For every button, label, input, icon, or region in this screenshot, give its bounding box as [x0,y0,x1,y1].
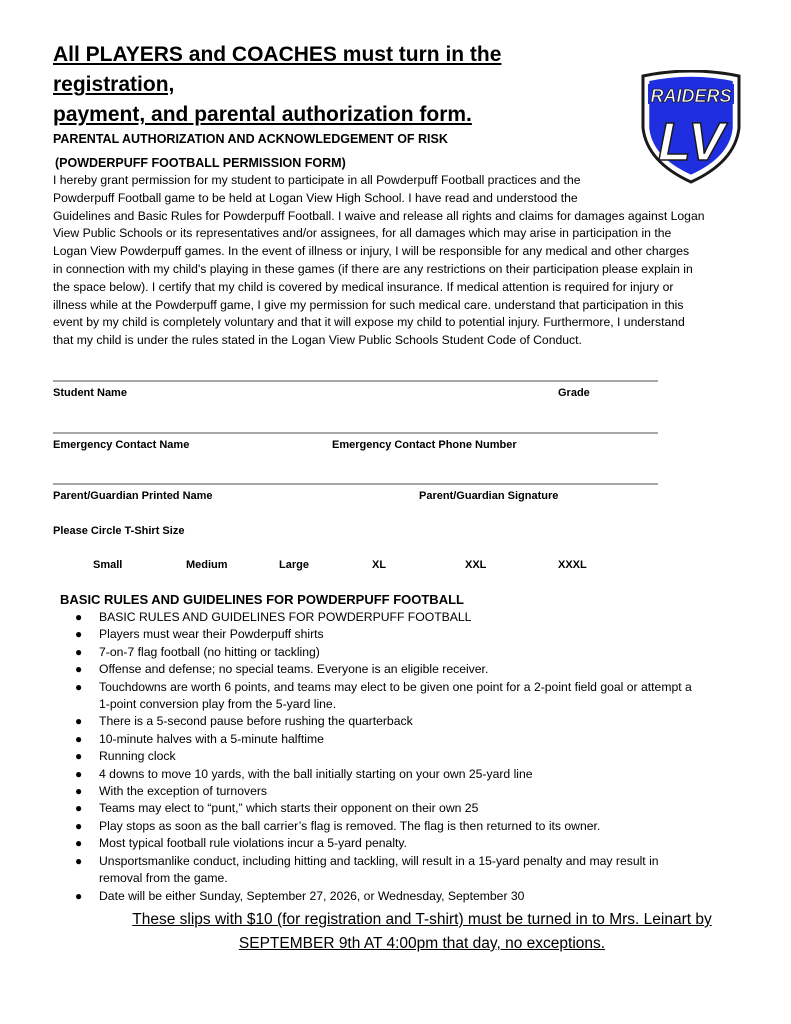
bullet-icon: ● [75,888,83,903]
size-option-large[interactable]: Large [279,559,309,571]
bullet-icon: ● [75,610,83,624]
rule-item-text: Unsportsmanlike conduct, including hitting and tackling, will result in a 15-yard penalty and may result in [99,853,659,868]
rule-item [73,800,753,817]
bullet-icon: ● [75,801,83,816]
title-line-1: All PLAYERS and COACHES must turn in the registration, [53,43,502,96]
rules-list [73,609,753,905]
rule-item-text: Play stops as soon as the ball carrier’s flag is removed. The flag is then returned to its owner. [99,818,601,833]
authorization-body-line: Logan View Powderpuff games. In the event of illness or injury, I will be responsible for any medical and other charges [53,244,690,259]
rule-item-text: There is a 5-second pause before rushing the quarterback [99,714,413,729]
size-option-xxl[interactable]: XXL [465,559,487,571]
rule-item [73,766,753,783]
rule-item-text: BASIC RULES AND GUIDELINES FOR POWDERPUFF FOOTBALL [99,610,472,624]
parent-line[interactable] [53,483,658,485]
title-line-2: payment, and parental authorization form. [53,103,472,126]
authorization-subheading: (POWDERPUFF FOOTBALL PERMISSION FORM) [55,156,346,170]
authorization-body-line: that my child is under the rules stated in the Logan View Public Schools Student Code of Conduct. [53,333,582,348]
bullet-icon: ● [75,662,83,677]
emergency-contact-phone-label: Emergency Contact Phone Number [332,439,517,451]
authorization-body-line: event by my child is completely voluntary and that it will expose my child to potential injury. Furthermore, I understand [53,315,685,330]
rule-item [73,818,753,835]
raiders-lv-logo [635,70,747,185]
rule-item-text: Offense and defense; no special teams. Everyone is an eligible receiver. [99,662,489,677]
rules-title: BASIC RULES AND GUIDELINES FOR POWDERPUFF FOOTBALL [60,592,464,607]
rule-item [73,644,753,661]
rule-item-text: Players must wear their Powderpuff shirts [99,627,324,642]
deadline-line-2: SEPTEMBER 9th AT 4:00pm that day, no exceptions. [238,935,606,952]
logo-lv-text: LV [657,112,725,172]
authorization-body-line: the space below). I certify that my child is covered by medical insurance. If medical attention is required for injury or [53,279,674,294]
bullet-icon: ● [75,836,83,851]
student-name-label: Student Name [53,387,127,399]
rule-item [73,835,753,852]
rule-item-text: removal from the game. [99,871,228,886]
authorization-body [53,172,745,350]
rule-item [73,888,753,905]
bullet-icon: ● [75,784,83,799]
grade-label: Grade [558,387,590,399]
bullet-icon: ● [75,679,83,694]
student-line[interactable] [53,380,658,382]
submission-deadline-note [90,908,754,956]
tshirt-size-prompt: Please Circle T-Shirt Size [53,525,185,537]
rule-item-text: Teams may elect to “punt,” which starts their opponent on their own 25 [99,801,479,816]
size-option-small[interactable]: Small [93,559,123,571]
rule-item-text: With the exception of turnovers [99,784,268,799]
rule-item [73,679,753,714]
rule-item [73,731,753,748]
rule-item [73,853,753,888]
deadline-line-1: These slips with $10 (for registration and T-shirt) must be turned in to Mrs. Leinart by [132,911,712,928]
bullet-icon: ● [75,644,83,659]
rule-item-text: 1-point conversion play from the 5-yard line. [99,697,337,712]
authorization-body-line: I hereby grant permission for my student to participate in all Powderpuff Football practices and the [53,173,581,187]
bullet-icon: ● [75,714,83,729]
rule-item-text: 4 downs to move 10 yards, with the ball initially starting on your own 25-yard line [99,766,533,781]
bullet-icon: ● [75,766,83,781]
authorization-body-line: Guidelines and Basic Rules for Powderpuff Football. I waive and release all rights and claims for damages against Logan [53,208,705,223]
rule-item [73,713,753,730]
bullet-icon: ● [75,853,83,868]
rule-item-text: Most typical football rule violations incur a 5-yard penalty. [99,836,407,851]
parent-signature-label: Parent/Guardian Signature [419,490,559,502]
rule-item-text: 10-minute halves with a 5-minute halftime [99,731,324,746]
emergency-line[interactable] [53,432,658,434]
parent-printed-name-label: Parent/Guardian Printed Name [53,490,213,502]
rule-item-text: Running clock [99,749,176,764]
rule-item [73,748,753,765]
authorization-body-line: illness while at the Powderpuff game, I give my permission for such medical care. understand that participation in this [53,297,684,312]
page-title [53,40,613,130]
size-option-xxxl[interactable]: XXXL [558,559,587,571]
bullet-icon: ● [75,749,83,764]
logo-raiders-text: RAIDERS [650,86,732,106]
rule-item [73,661,753,678]
size-option-medium[interactable]: Medium [186,559,228,571]
rule-item [73,783,753,800]
rule-item [73,626,753,643]
authorization-body-line: View Public Schools or its representatives and/or assignees, for all damages which may arise in participation in the [53,226,672,241]
authorization-body-line: in connection with my child's playing in these games (if there are any restrictions on their participation please explain in [53,261,693,276]
rule-item-text: Date will be either Sunday, September 27, 2026, or Wednesday, September 30 [99,888,525,903]
size-option-xl[interactable]: XL [372,559,387,571]
bullet-icon: ● [75,818,83,833]
emergency-contact-name-label: Emergency Contact Name [53,439,190,451]
rule-item-text: 7-on-7 flag football (no hitting or tackling) [99,644,320,659]
rule-item-text: Touchdowns are worth 6 points, and teams may elect to be given one point for a 2-point field goal or attempt a [99,679,692,694]
authorization-body-line: Powderpuff Football game to be held at Logan View High School. I have read and understood the [53,190,578,205]
rule-item [73,609,753,626]
bullet-icon: ● [75,731,83,746]
bullet-icon: ● [75,627,83,642]
authorization-heading: PARENTAL AUTHORIZATION AND ACKNOWLEDGEMENT OF RISK [53,132,448,146]
